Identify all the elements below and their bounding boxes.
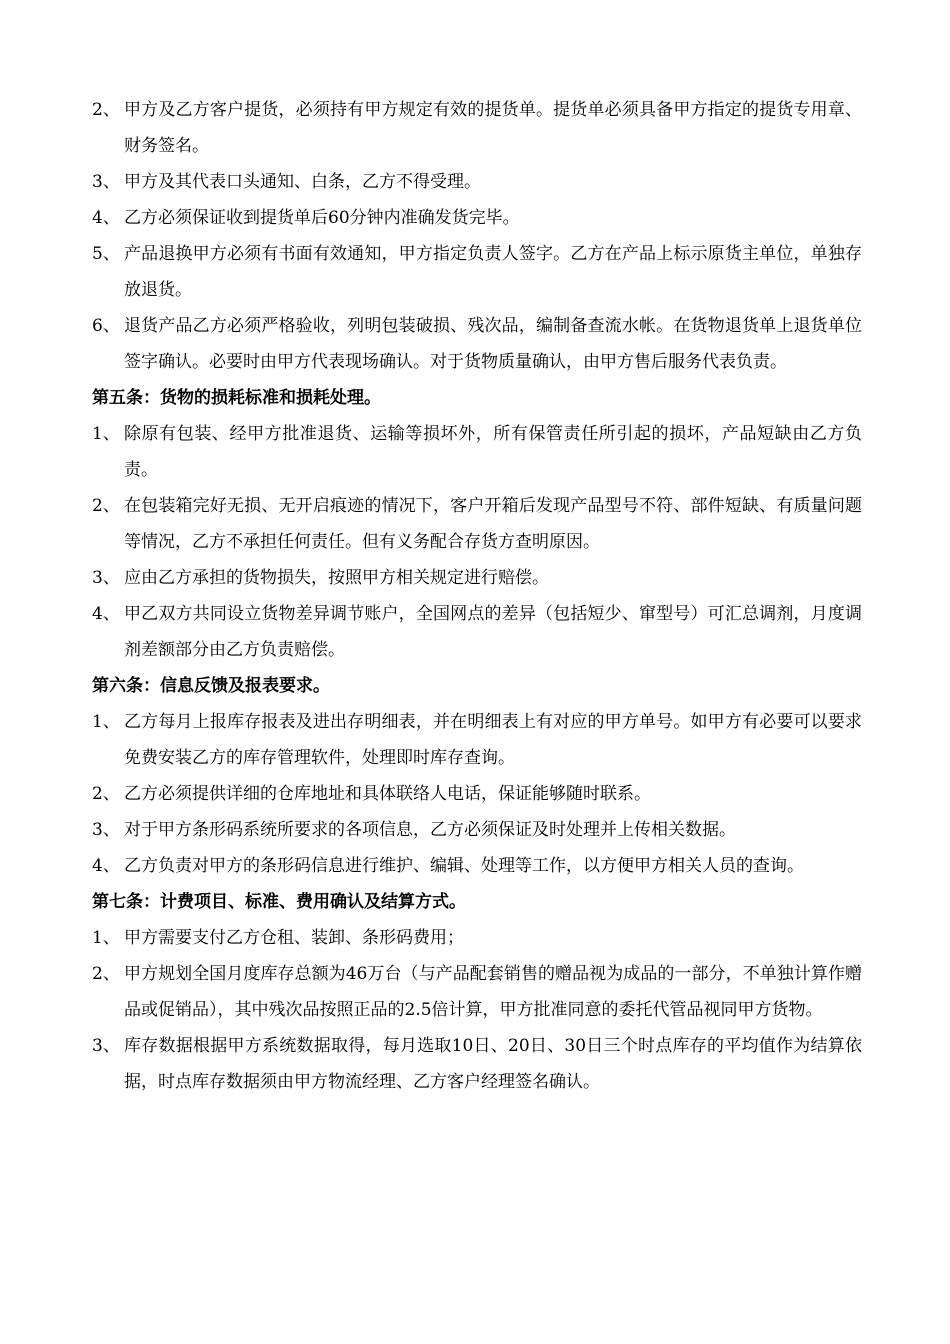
item-text: 乙方每月上报库存报表及进出存明细表，并在明细表上有对应的甲方单号。如甲方有必要可以要求免费安装乙方的库存管理软件，处理即时库存查询。 [124, 712, 862, 768]
clause-item [0, 416, 950, 488]
item-number: 1、 [92, 928, 120, 948]
item-text: 除原有包装、经甲方批准退货、运输等损坏外，所有保管责任所引起的损坏，产品短缺由乙方负责。 [124, 424, 862, 480]
item-number: 4、 [92, 208, 120, 228]
clause-item [0, 200, 950, 236]
item-number: 3、 [92, 568, 120, 588]
item-text: 甲方及乙方客户提货，必须持有甲方规定有效的提货单。提货单必须具备甲方指定的提货专用章、财务签名。 [124, 100, 862, 156]
item-number: 6、 [92, 316, 120, 336]
item-number: 1、 [92, 424, 120, 444]
clause-item [0, 560, 950, 596]
clause-item [0, 920, 950, 956]
clause-item [0, 848, 950, 884]
item-number: 3、 [92, 1036, 120, 1056]
item-text: 甲方规划全国月度库存总额为46万台（与产品配套销售的赠品视为成品的一部分，不单独计算作赠品或促销品），其中残次品按照正品的2.5倍计算，甲方批准同意的委托代管品视同甲方货物。 [124, 964, 862, 1020]
clause-item [0, 776, 950, 812]
item-number: 2、 [92, 496, 120, 516]
item-number: 2、 [92, 784, 120, 804]
item-text: 在包装箱完好无损、无开启痕迹的情况下，客户开箱后发现产品型号不符、部件短缺、有质量问题等情况，乙方不承担任何责任。但有义务配合存货方查明原因。 [124, 496, 862, 552]
item-text: 对于甲方条形码系统所要求的各项信息，乙方必须保证及时处理并上传相关数据。 [124, 820, 736, 840]
section-heading: 第五条：货物的损耗标准和损耗处理。 [92, 388, 381, 408]
clause-item [0, 308, 950, 380]
item-text: 甲乙双方共同设立货物差异调节账户，全国网点的差异（包括短少、窜型号）可汇总调剂，月度调剂差额部分由乙方负责赔偿。 [124, 604, 862, 660]
clause-item [0, 596, 950, 668]
document-page [0, 92, 950, 1100]
clause-item [0, 1028, 950, 1100]
item-number: 5、 [92, 244, 120, 264]
clause-item [0, 488, 950, 560]
section-heading: 第六条：信息反馈及报表要求。 [92, 676, 330, 696]
item-number: 3、 [92, 172, 120, 192]
clause-item [0, 956, 950, 1028]
clause-item [0, 812, 950, 848]
clause-item [0, 164, 950, 200]
clause-item [0, 236, 950, 308]
item-number: 3、 [92, 820, 120, 840]
item-text: 乙方必须提供详细的仓库地址和具体联络人电话，保证能够随时联系。 [124, 784, 651, 804]
item-number: 4、 [92, 856, 120, 876]
item-text: 退货产品乙方必须严格验收，列明包装破损、残次品，编制备查流水帐。在货物退货单上退货单位签字确认。必要时由甲方代表现场确认。对于货物质量确认，由甲方售后服务代表负责。 [124, 316, 862, 372]
item-number: 2、 [92, 100, 120, 120]
item-text: 产品退换甲方必须有书面有效通知，甲方指定负责人签字。乙方在产品上标示原货主单位，单独存放退货。 [124, 244, 862, 300]
item-text: 甲方及其代表口头通知、白条，乙方不得受理。 [124, 172, 481, 192]
item-text: 乙方必须保证收到提货单后60分钟内准确发货完毕。 [124, 208, 520, 228]
section-heading: 第七条：计费项目、标准、费用确认及结算方式。 [92, 892, 466, 912]
clause-item [0, 92, 950, 164]
item-text: 库存数据根据甲方系统数据取得，每月选取10日、20日、30日三个时点库存的平均值作为结算依据，时点库存数据须由甲方物流经理、乙方客户经理签名确认。 [124, 1036, 862, 1092]
item-number: 2、 [92, 964, 120, 984]
item-number: 4、 [92, 604, 120, 624]
clause-item [0, 704, 950, 776]
item-text: 乙方负责对甲方的条形码信息进行维护、编辑、处理等工作，以方便甲方相关人员的查询。 [124, 856, 804, 876]
item-number: 1、 [92, 712, 120, 732]
item-text: 甲方需要支付乙方仓租、装卸、条形码费用； [124, 928, 464, 948]
item-text: 应由乙方承担的货物损失，按照甲方相关规定进行赔偿。 [124, 568, 549, 588]
